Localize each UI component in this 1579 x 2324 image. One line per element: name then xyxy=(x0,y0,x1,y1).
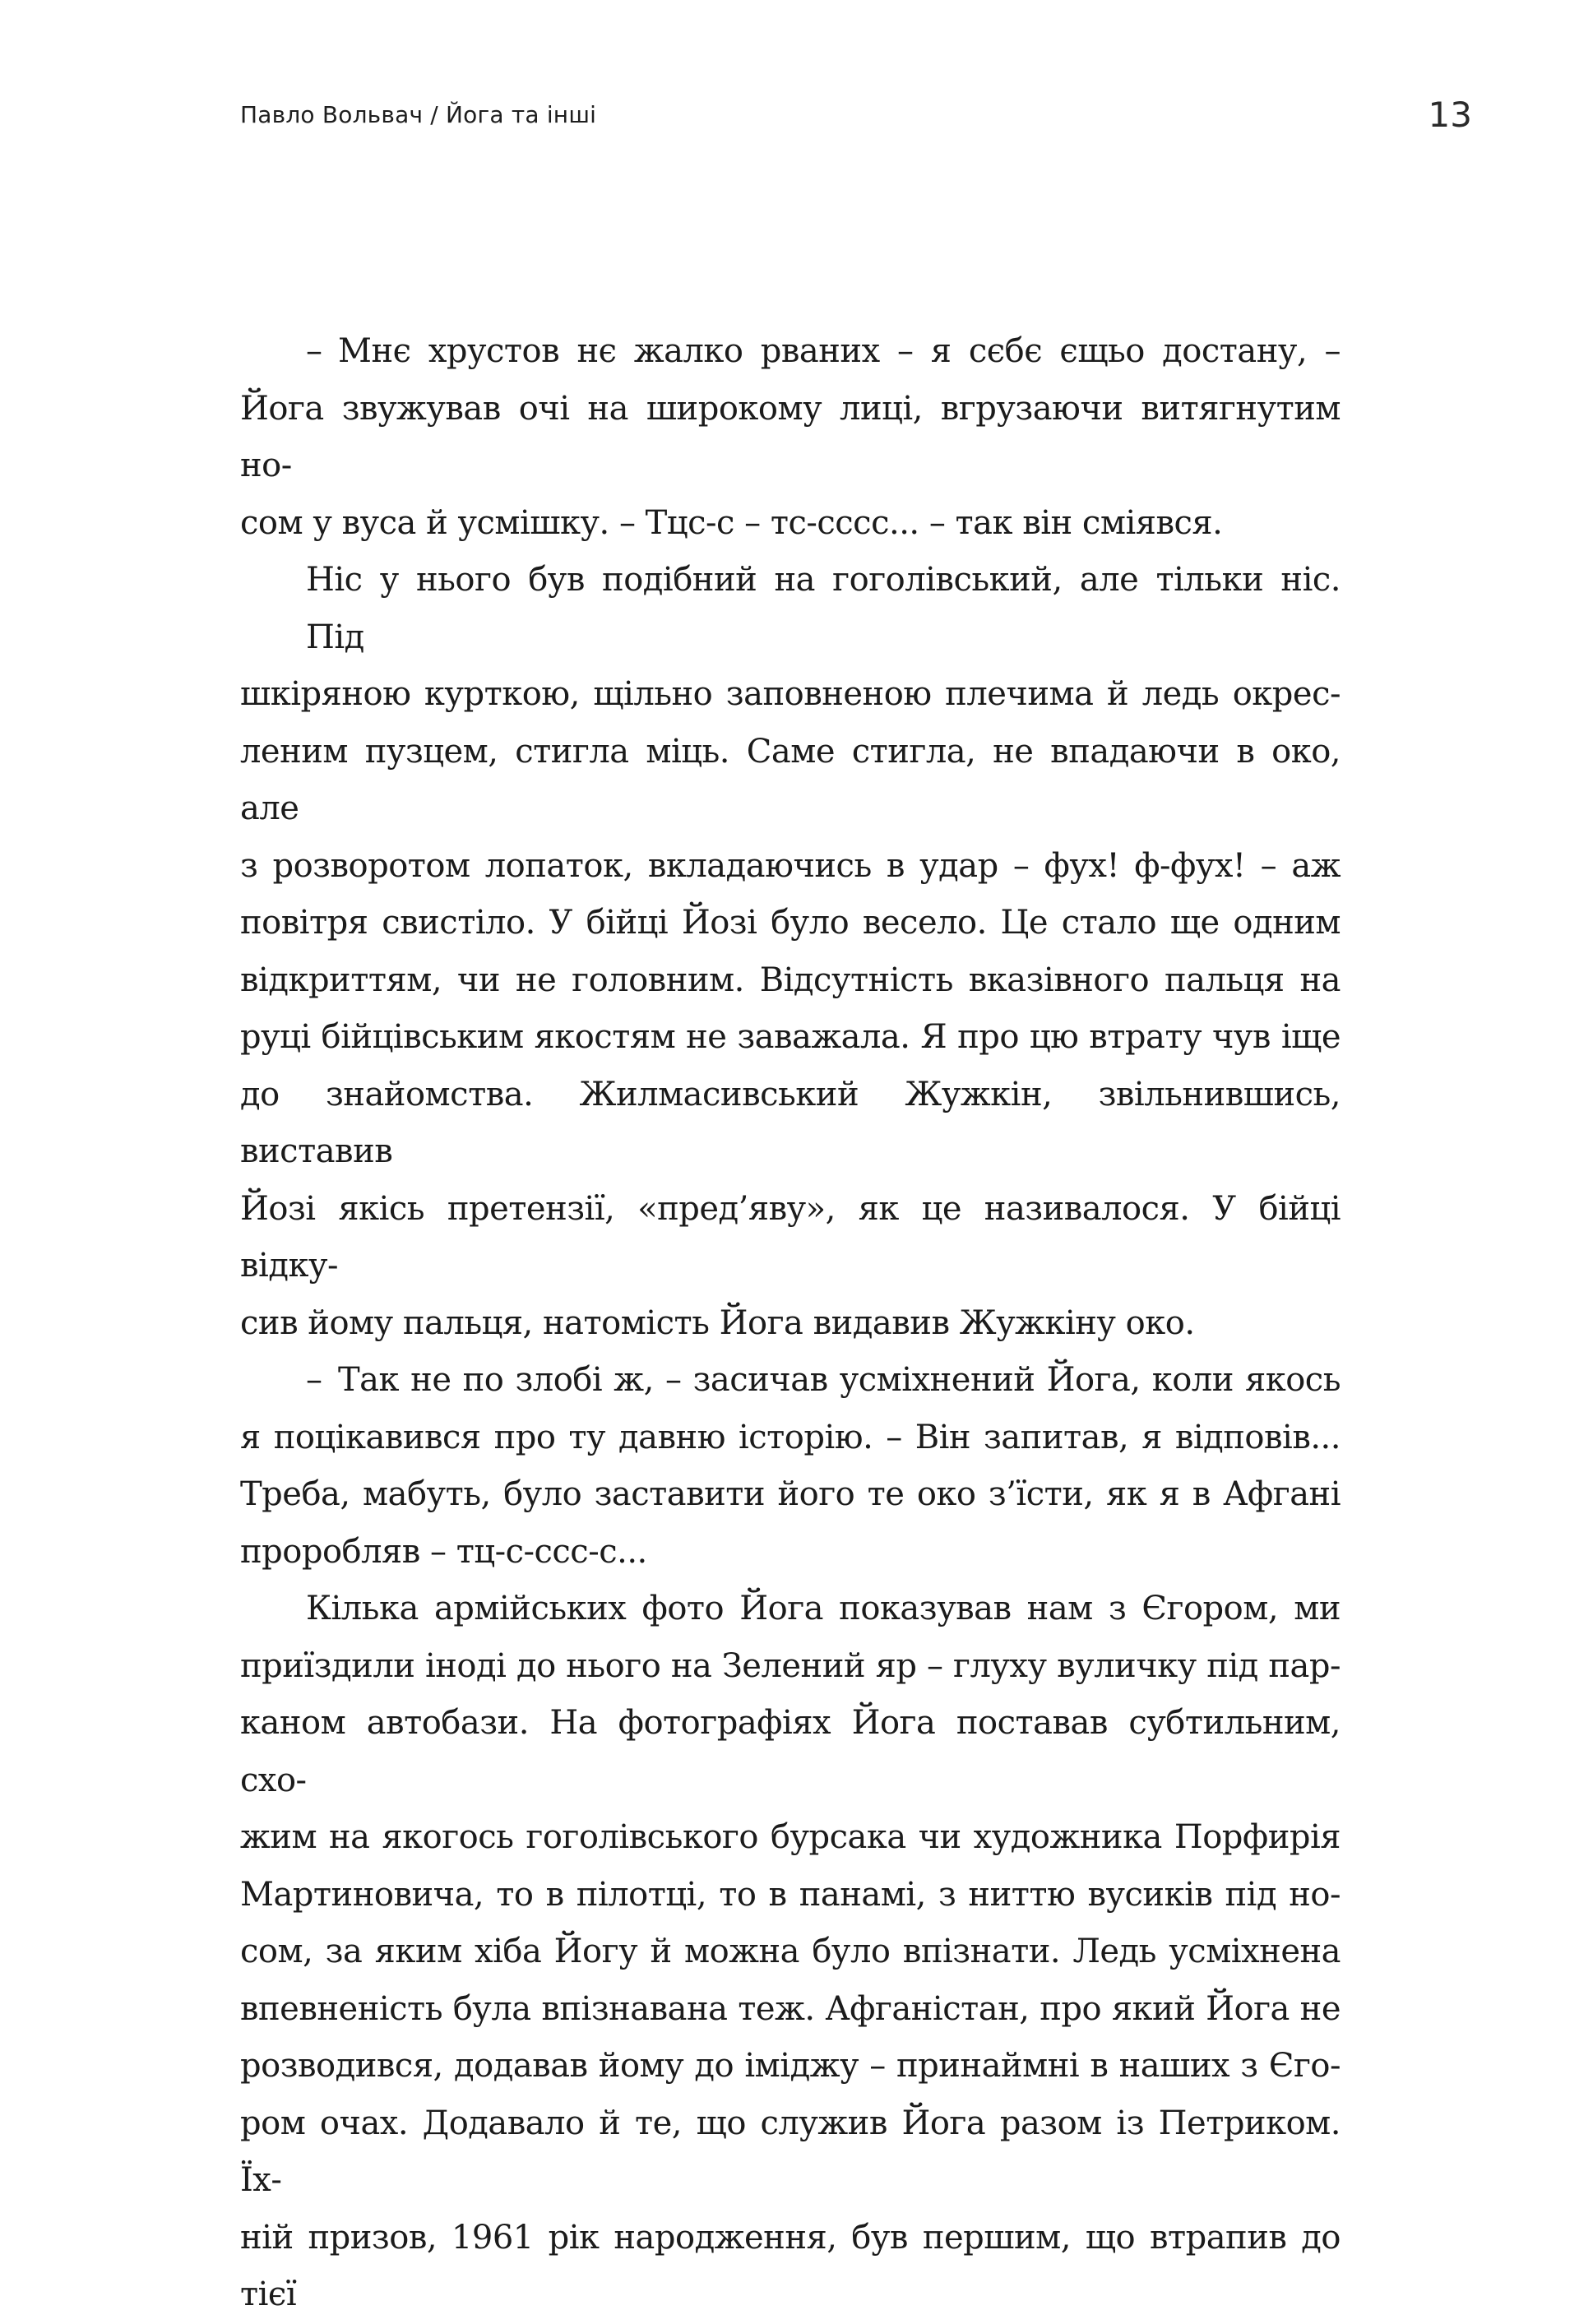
text-line: леним пузцем, стигла міць. Саме стигла, не впадаючи в око, але xyxy=(240,732,1341,827)
text-line: – Так не по злобі ж, – засичав усміхнений Йога, коли якось xyxy=(306,1361,1341,1399)
text-line: Треба, мабуть, було заставити його те око з’їсти, як я в Афгані xyxy=(240,1475,1341,1513)
body-text xyxy=(240,323,1341,2324)
text-line: відкриттям, чи не головним. Відсутність вказівного пальця на xyxy=(240,961,1341,999)
text-line: – Мнє хрустов нє жалко рваних – я сєбє єщьо достану, – xyxy=(306,332,1341,370)
text-line: приїздили іноді до нього на Зелений яр – глуху вуличку під пар- xyxy=(240,1646,1341,1685)
text-line: ром очах. Додавало й те, що служив Йога разом із Петриком. Їх- xyxy=(240,2104,1341,2199)
text-line: Мартиновича, то в пілотці, то в панамі, з ниттю вусиків під но- xyxy=(240,1875,1341,1914)
text-line: до знайомства. Жилмасивський Жужкін, звільнившись, виставив xyxy=(240,1075,1341,1170)
text-line: Йозі якісь претензії, «пред’яву», як це називалося. У бійці відку- xyxy=(240,1189,1341,1285)
text-line: каном автобази. На фотографіях Йога поставав субтильним, схо- xyxy=(240,1704,1341,1799)
text-line: ній призов, 1961 рік народження, був першим, що втрапив до тієї xyxy=(240,2218,1341,2313)
running-head: Павло Вольвач / Йога та інші xyxy=(240,101,597,128)
text-line: сив йому пальця, натомість Йога видавив Жужкіну око. xyxy=(240,1303,1195,1342)
text-line: повітря свистіло. У бійці Йозі було весело. Це стало ще одним xyxy=(240,904,1341,942)
text-line: розводився, додавав йому до іміджу – принаймні в наших з Єго- xyxy=(240,2047,1341,2085)
text-line: жим на якогось гоголівського бурсака чи художника Порфирія xyxy=(240,1818,1341,1856)
text-line: впевненість була впізнавана теж. Афганістан, про який Йога не xyxy=(240,1989,1341,2028)
page-number: 13 xyxy=(1428,95,1472,135)
text-line: Ніс у нього був подібний на гоголівський, але тільки ніс. Під xyxy=(306,561,1341,656)
text-line: Йога звужував очі на широкому лиці, вгрузаючи витягнутим но- xyxy=(240,389,1341,484)
text-line: руці бійцівським якостям не заважала. Я про цю втрату чув іще xyxy=(240,1018,1341,1056)
text-line: з розворотом лопаток, вкладаючись в удар – фух! ф-фух! – аж xyxy=(240,846,1341,885)
text-line: сом у вуса й усмішку. – Тцс-с – тс-сссс... – так він сміявся. xyxy=(240,503,1223,542)
text-line: я поцікавився про ту давню історію. – Він запитав, я відповів... xyxy=(240,1418,1341,1456)
text-line: Кілька армійських фото Йога показував нам з Єгором, ми xyxy=(306,1590,1341,1627)
text-line: шкіряною курткою, щільно заповненою плечима й ледь окрес- xyxy=(240,675,1341,713)
text-line: сом, за яким хіба Йогу й можна було впізнати. Ледь усміхнена xyxy=(240,1933,1341,1970)
text-line: проробляв – тц-с-ссс-с... xyxy=(240,1532,647,1571)
